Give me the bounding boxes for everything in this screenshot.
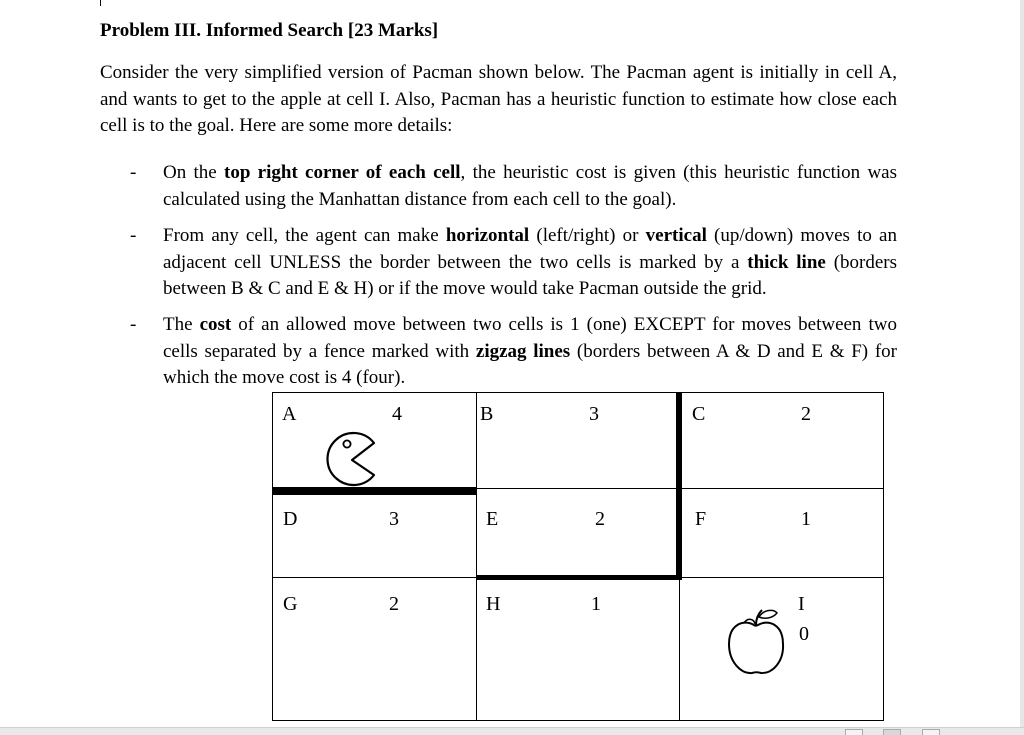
cell-e-letter: E (486, 508, 499, 530)
bullet-dash: - (130, 162, 137, 183)
cell-i-heuristic: 0 (799, 623, 809, 645)
bullet-dash: - (130, 225, 137, 246)
cell-h-letter: H (486, 593, 501, 615)
grid-line (476, 392, 477, 721)
cell-g-heuristic: 2 (389, 593, 399, 615)
text-cursor (100, 0, 101, 6)
page-scroll-edge (1020, 0, 1024, 734)
wall-e-h (476, 575, 682, 580)
cell-e-heuristic: 2 (595, 508, 605, 530)
view-mode-button[interactable] (845, 729, 863, 735)
problem-title: Problem III. Informed Search [23 Marks] (100, 20, 439, 41)
cell-g-letter: G (283, 593, 298, 615)
pacman-icon (320, 430, 380, 490)
bullet-dash: - (130, 314, 137, 335)
cell-b-heuristic: 3 (589, 403, 599, 425)
cell-f-heuristic: 1 (801, 508, 811, 530)
bullet-text: From any cell, the agent can make horizontal (left/right) or vertical (up/down) moves to an adjacent cell UNLESS the border between the two cells is marked by a thick line (borders between B & C and E & H) or if the move would take Pacman outside the grid. (163, 225, 898, 299)
cell-a-letter: A (282, 403, 297, 425)
cell-i-letter: I (798, 593, 805, 615)
cell-d-letter: D (283, 508, 298, 530)
view-mode-button[interactable] (883, 729, 901, 735)
wall-b-c-e-f (676, 392, 682, 580)
intro-paragraph: Consider the very simplified version of Pacman shown below. The Pacman agent is initially in cell A, and wants to get to the apple at cell I. Also, Pacman has a heuristic function to estimate how close each cell is to the goal. Here are some more details: (100, 62, 897, 136)
cell-f-letter: F (695, 508, 707, 530)
bullet-text: On the top right corner of each cell, the heuristic cost is given (this heuristic function was calculated using the Manhattan distance from each cell to the goal). (163, 162, 898, 210)
cell-c-letter: C (692, 403, 706, 425)
cell-b-letter: B (480, 403, 494, 425)
cell-c-heuristic: 2 (801, 403, 811, 425)
cell-a-heuristic: 4 (392, 403, 402, 425)
bullet-text: The cost of an allowed move between two cells is 1 (one) EXCEPT for moves between two cells separated by a fence marked with zigzag lines (borders between A & D and E & F) for which the move cost is 4 (four). (163, 314, 897, 388)
view-mode-button[interactable] (922, 729, 940, 735)
apple-icon (724, 607, 788, 679)
cell-d-heuristic: 3 (389, 508, 399, 530)
cell-h-heuristic: 1 (591, 593, 601, 615)
